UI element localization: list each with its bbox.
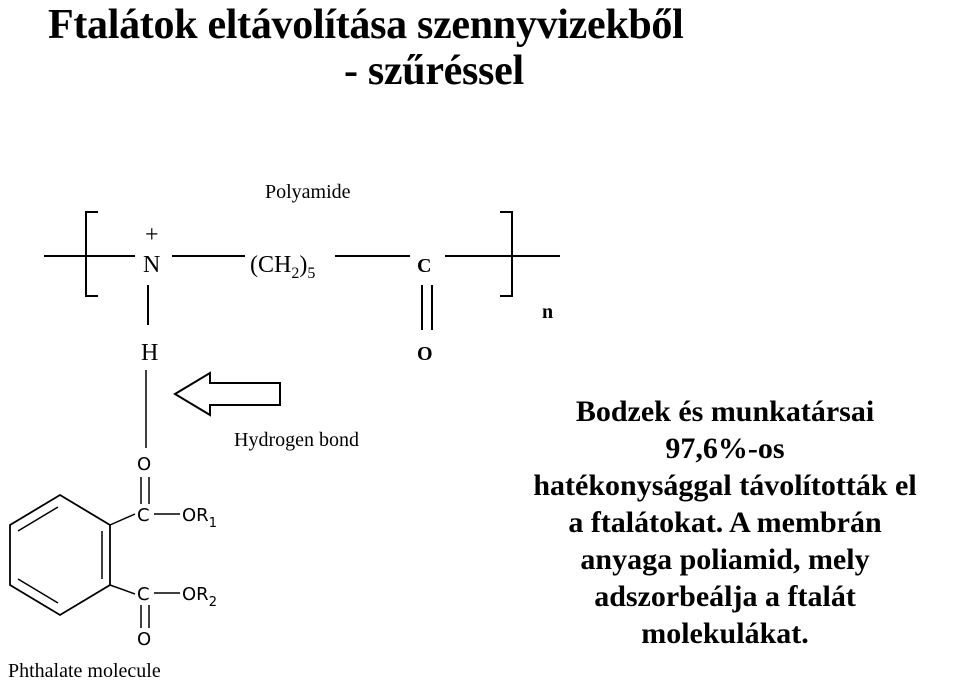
repeat-n: n (542, 301, 554, 323)
description-line: a ftalátokat. A membrán (568, 506, 882, 539)
arrow-left-icon (175, 373, 280, 415)
description-line: 97,6%-os (665, 432, 785, 465)
description-line: adszorbeálja a ftalát (594, 580, 856, 613)
nitrogen-atom: N (143, 252, 161, 278)
left-bracket (86, 212, 98, 296)
description-text (490, 393, 960, 652)
description-line: hatékonysággal távolították el (533, 469, 917, 502)
phthalate-oxygen-bottom: O (137, 629, 152, 650)
benzene-inner-2 (18, 507, 58, 531)
description-line: anyaga poliamid, mely (580, 543, 870, 576)
carbonyl-oxygen: O (417, 343, 433, 365)
phthalate-carbon-1: C (137, 505, 150, 526)
phthalate-label: Phthalate molecule (8, 660, 161, 682)
ring-c2-bond (110, 585, 135, 594)
carbonyl-carbon: C (417, 255, 432, 277)
right-bracket (500, 212, 512, 296)
phthalate-or1: $OR_1$ (182, 505, 217, 531)
ch2-group: $(CH_2)_5$ (250, 252, 316, 282)
phthalate-or2: $OR_2$ (182, 584, 217, 610)
polyamide-label: Polyamide (265, 181, 351, 203)
title-line-1: Ftalátok eltávolítása szennyvizekből (48, 2, 684, 48)
description-line: molekulákat. (641, 617, 809, 650)
hydrogen-bond-label: Hydrogen bond (234, 429, 359, 451)
benzene-ring (10, 495, 110, 615)
benzene-inner-3 (18, 579, 58, 603)
title-line-2: - szűréssel (344, 48, 524, 94)
phthalate-carbon-2: C (137, 584, 150, 605)
hydrogen-atom: H (141, 340, 159, 366)
description-line: Bodzek és munkatársai (575, 395, 875, 428)
plus-charge: + (145, 222, 159, 248)
ring-c1-bond (110, 514, 135, 525)
phthalate-oxygen-top: O (137, 454, 152, 475)
